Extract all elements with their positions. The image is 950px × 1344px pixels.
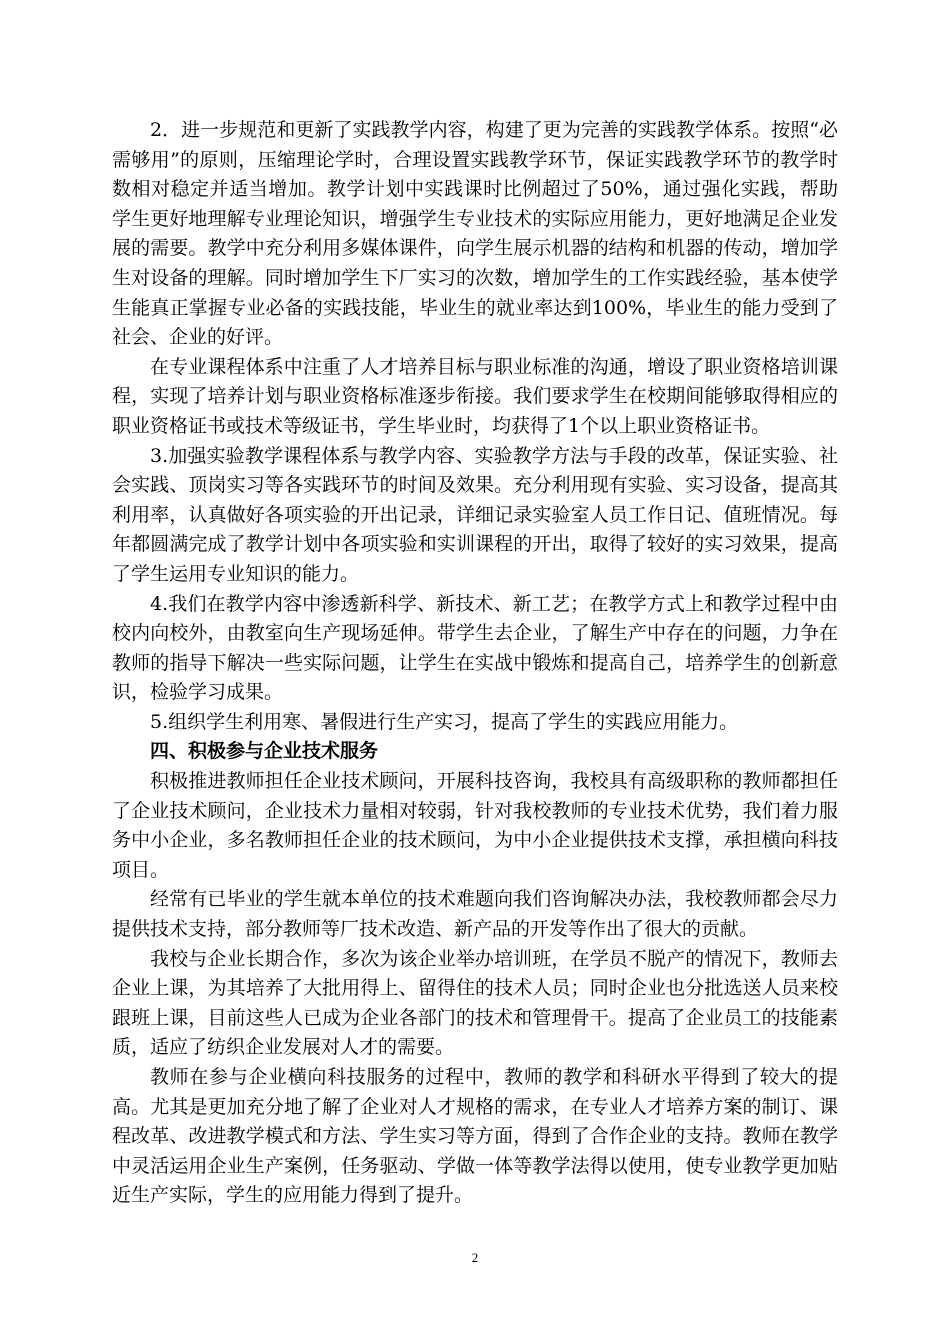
paragraph-vacation-internship: 5.组织学生利用寒、暑假进行生产实习，提高了学生的实践应用能力。 xyxy=(150,710,739,733)
page-number: 2 xyxy=(471,1250,479,1265)
section-heading: 四、积极参与企业技术服务 xyxy=(150,740,379,763)
paragraph-enterprise-training: 我校与企业长期合作，多次为该企业举办培训班，在学员不脱产的情况下，教师去企业上课，为其培养了大批用得上、留得住的技术人员；同时企业也分批选送人员来校跟班上课，目前这些人已成为企业各部门的技术和管理骨干。提高了企业员工的技能素质，适应了纺织企业发展对人才的需要。 xyxy=(112,947,838,1059)
paragraph-technical-consultant: 积极推进教师担任企业技术顾问，开展科技咨询，我校具有高级职称的教师都担任了企业技术顾问，企业技术力量相对较弱，针对我校教师的专业技术优势，我们着力服务中小企业，多名教师担任企业的技术顾问，为中小企业提供技术支撑，承担横向科技项目。 xyxy=(112,770,838,881)
paragraph-graduate-consulting: 经常有已毕业的学生就本单位的技术难题向我们咨询解决办法，我校教师都会尽力提供技术支持，部分教师等厂技术改造、新产品的开发等作出了很大的贡献。 xyxy=(112,888,838,941)
paragraph-teacher-improvement: 教师在参与企业横向科技服务的过程中，教师的教学和科研水平得到了较大的提高。尤其是更加充分地了解了企业对人才规格的需求，在专业人才培养方案的制订、课程改革、改进教学模式和方法、学生实习等方面，得到了合作企业的支持。教师在教学中灵活运用企业生产案例，任务驱动、学做一体等教学法得以使用，使专业教学更加贴近生产实际，学生的应用能力得到了提升。 xyxy=(112,1066,838,1207)
paragraph-practice-teaching-content: 2．进一步规范和更新了实践教学内容，构建了更为完善的实践教学体系。按照“必需够用”的原则，压缩理论学时，合理设置实践教学环节，保证实践教学环节的教学时数相对稳定并适当增加。教学计划中实践课时比例超过了50%，通过强化实践，帮助学生更好地理解专业理论知识，增强学生专业技术的实际应用能力，更好地满足企业发展的需要。教学中充分利用多媒体课件，向学生展示机器的结构和机器的传动，增加学生对设备的理解。同时增加学生下厂实习的次数，增加学生的工作实践经验，基本使学生能真正掌握专业必备的实践技能，毕业生的就业率达到100%，毕业生的能力受到了社会、企业的好评。 xyxy=(112,119,838,349)
document-body xyxy=(112,116,838,1211)
paragraph-experiment-reform: 3.加强实验教学课程体系与教学内容、实验教学方法与手段的改革，保证实验、社会实践、顶岗实习等各实践环节的时间及效果。充分利用现有实验、实习设备，提高其利用率，认真做好各项实验的开出记录，详细记录实验室人员工作日记、值班情况。每年都圆满完成了教学计划中各项实验和实训课程的开出，取得了较好的实习效果，提高了学生运用专业知识的能力。 xyxy=(112,444,838,585)
paragraph-vocational-qualification: 在专业课程体系中注重了人才培养目标与职业标准的沟通，增设了职业资格培训课程，实现了培养计划与职业资格标准逐步衔接。我们要求学生在校期间能够取得相应的职业资格证书或技术等级证书，学生毕业时，均获得了1个以上职业资格证书。 xyxy=(112,355,838,437)
paragraph-new-technology: 4.我们在教学内容中渗透新科学、新技术、新工艺；在教学方式上和教学过程中由校内向校外，由教室向生产现场延伸。带学生去企业，了解生产中存在的问题，力争在教师的指导下解决一些实际问题，让学生在实战中锻炼和提高自己，培养学生的创新意识，检验学习成果。 xyxy=(112,592,838,704)
